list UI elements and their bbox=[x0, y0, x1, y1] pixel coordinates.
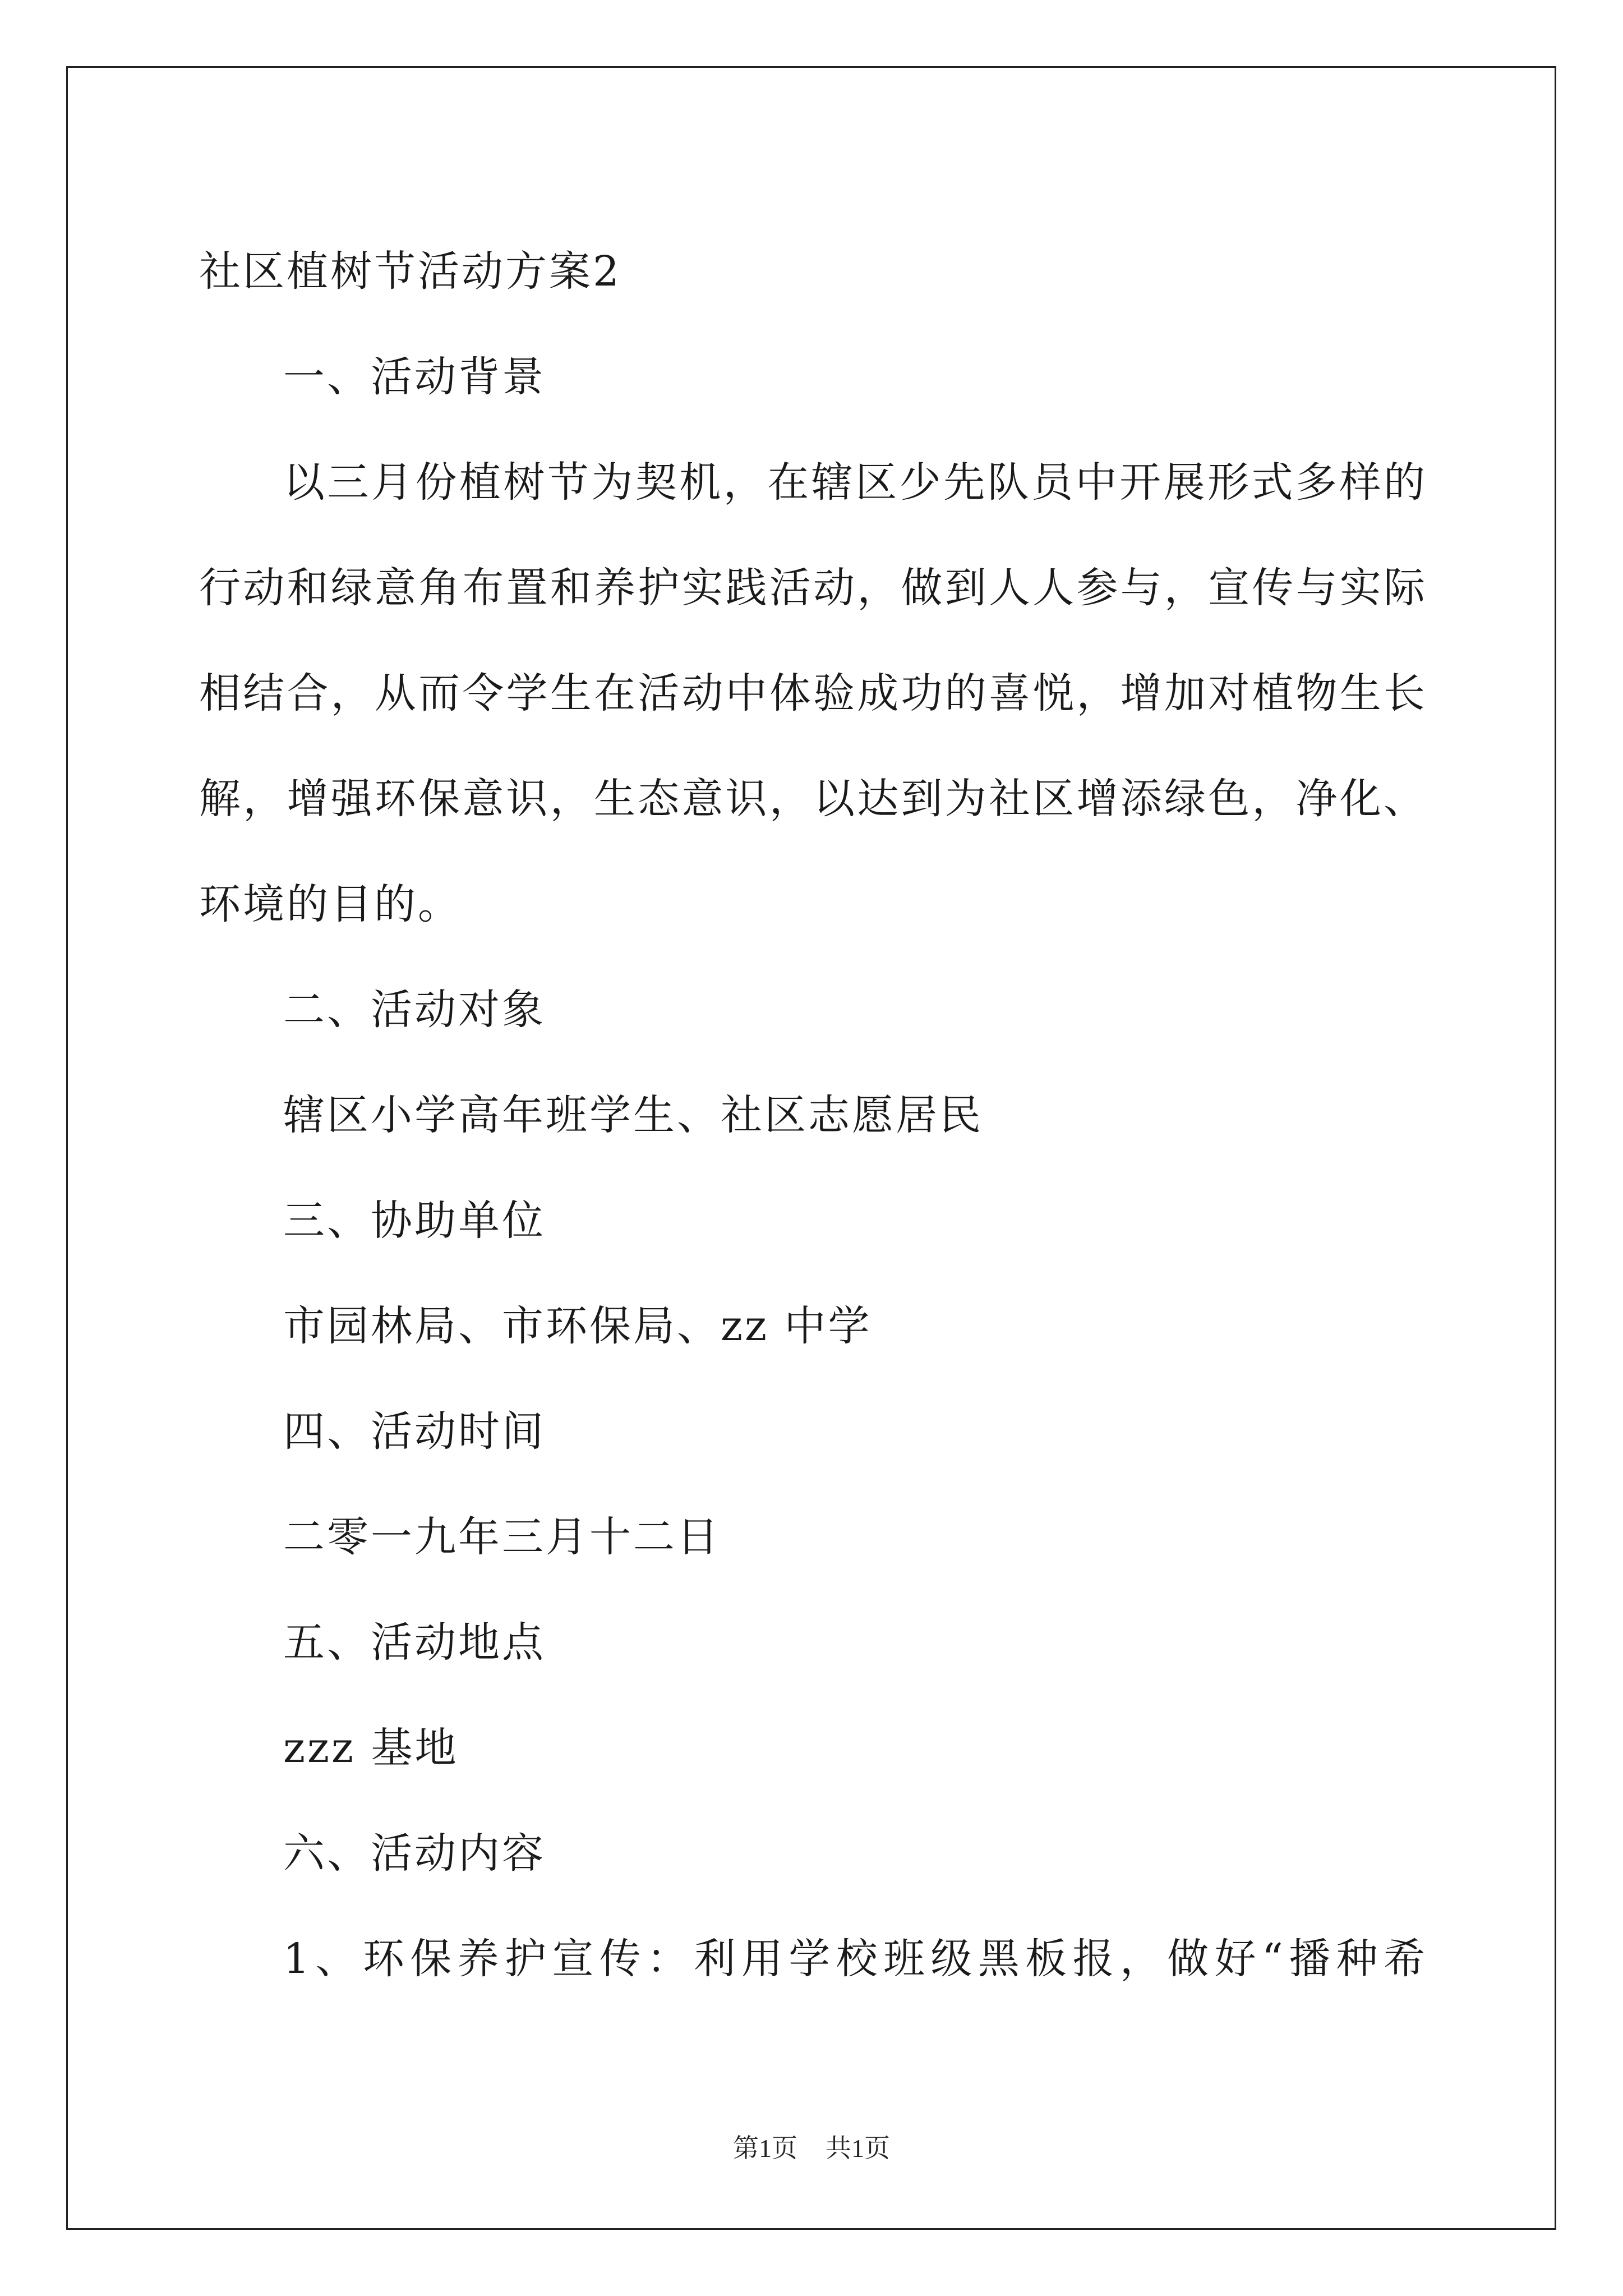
section-heading-location: 五、活动地点 bbox=[283, 1618, 546, 1667]
content-item-1: 1、环保养护宣传：利用学校班级黑板报，做好“播种希 bbox=[283, 1935, 1427, 1983]
location-text: zzz 基地 bbox=[283, 1724, 459, 1772]
paragraph-line: 以三月份植树节为契机，在辖区少先队员中开展形式多样的 bbox=[283, 458, 1427, 507]
paragraph-line: 环境的目的。 bbox=[199, 880, 462, 928]
participants-text: 辖区小学高年班学生、社区志愿居民 bbox=[283, 1091, 983, 1139]
paragraph-line: 解，增强环保意识，生态意识，以达到为社区增添绿色，净化、 bbox=[199, 775, 1427, 823]
time-text: 二零一九年三月十二日 bbox=[283, 1513, 721, 1561]
section-heading-background: 一、活动背景 bbox=[283, 353, 546, 401]
section-heading-partners: 三、协助单位 bbox=[283, 1197, 546, 1245]
section-heading-time: 四、活动时间 bbox=[283, 1407, 546, 1456]
paragraph-line: 相结合，从而令学生在活动中体验成功的喜悦，增加对植物生长 bbox=[199, 669, 1427, 717]
partners-text: 市园林局、市环保局、zz 中学 bbox=[283, 1302, 872, 1350]
document-body bbox=[199, 219, 1427, 2012]
paragraph-line: 行动和绿意角布置和养护实践活动，做到人人参与，宣传与实际 bbox=[199, 564, 1427, 612]
page-footer bbox=[0, 2132, 1623, 2165]
page-number-total: 共1页 bbox=[826, 2134, 890, 2162]
section-heading-participants: 二、活动对象 bbox=[283, 986, 546, 1034]
background-paragraph bbox=[199, 430, 1427, 957]
page-number-current: 第1页 bbox=[733, 2134, 797, 2162]
document-title: 社区植树节活动方案2 bbox=[199, 247, 622, 296]
section-heading-content: 六、活动内容 bbox=[283, 1829, 546, 1878]
